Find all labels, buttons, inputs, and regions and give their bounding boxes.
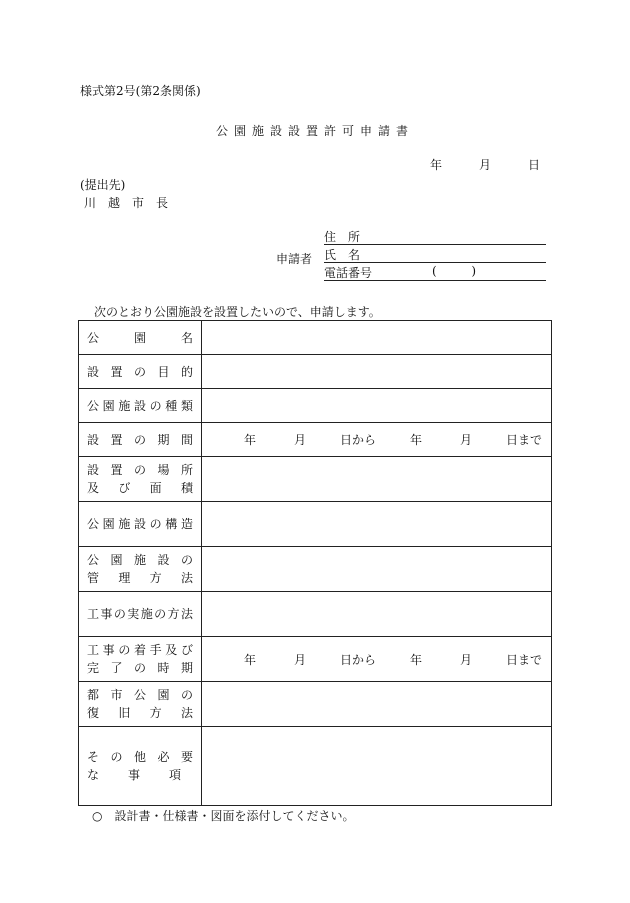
row-label-text bbox=[87, 659, 193, 677]
label-char: 工 bbox=[87, 607, 100, 621]
construction-start-year: 年 bbox=[244, 652, 257, 667]
document-title: 公園施設設置許可申請書 bbox=[215, 124, 414, 138]
label-char: 設 bbox=[87, 463, 100, 477]
label-char: 必 bbox=[157, 750, 170, 764]
label-char: 理 bbox=[118, 571, 131, 585]
label-char: 設 bbox=[87, 432, 100, 447]
label-char: の bbox=[110, 750, 123, 764]
label-char: 事 bbox=[100, 607, 113, 621]
submission-date bbox=[430, 156, 540, 173]
label-char: 手 bbox=[149, 643, 162, 657]
recipient-name: 川越市長 bbox=[84, 196, 181, 210]
label-char: 法 bbox=[180, 706, 193, 720]
intro-text: 次のとおり公園施設を設置したいので、申請します。 bbox=[94, 305, 381, 319]
construction-end-month: 月 bbox=[460, 652, 473, 667]
phone-label: 電話番号 bbox=[324, 266, 373, 280]
label-char: 園 bbox=[102, 398, 115, 413]
label-char: の bbox=[154, 607, 167, 621]
label-char: 的 bbox=[180, 364, 193, 379]
label-char: 園 bbox=[133, 330, 146, 345]
label-char: 事 bbox=[102, 643, 115, 657]
label-char: 項 bbox=[168, 768, 181, 782]
period-start-day: 日から bbox=[340, 433, 377, 447]
label-char: 都 bbox=[87, 688, 100, 702]
label-char: 方 bbox=[149, 571, 162, 585]
table-row bbox=[79, 355, 552, 389]
label-char: 管 bbox=[87, 571, 100, 585]
label-char: 了 bbox=[110, 661, 123, 675]
label-char: 及 bbox=[87, 481, 100, 495]
label-char: 事 bbox=[127, 768, 140, 782]
label-char: 復 bbox=[87, 706, 100, 720]
row-label-text bbox=[87, 329, 193, 347]
period-end-month: 月 bbox=[460, 433, 473, 447]
row-label-facility-type bbox=[79, 389, 202, 423]
label-char: の bbox=[133, 463, 146, 477]
row-label-other bbox=[79, 727, 202, 806]
row-label-text bbox=[87, 569, 193, 587]
table-row bbox=[79, 637, 552, 682]
label-char: 施 bbox=[118, 398, 131, 413]
table-row bbox=[79, 727, 552, 806]
row-label-text bbox=[87, 641, 193, 659]
row-value-location-area[interactable] bbox=[202, 457, 552, 502]
row-value-structure[interactable] bbox=[202, 502, 552, 547]
label-char: の bbox=[149, 517, 162, 531]
label-char: の bbox=[149, 398, 162, 413]
application-table bbox=[78, 320, 552, 806]
label-char: の bbox=[180, 688, 193, 702]
address-label: 住 所 bbox=[324, 230, 361, 244]
applicant-label: 申請者 bbox=[276, 252, 313, 266]
label-char: そ bbox=[87, 750, 100, 764]
label-char: 期 bbox=[157, 432, 170, 447]
row-label-text bbox=[87, 363, 193, 381]
label-char: 積 bbox=[180, 481, 193, 495]
row-value-management[interactable] bbox=[202, 547, 552, 592]
row-label-purpose bbox=[79, 355, 202, 389]
name-field[interactable] bbox=[324, 246, 546, 263]
row-label-text bbox=[87, 704, 193, 722]
period-start-month: 月 bbox=[294, 433, 307, 447]
row-value-restoration[interactable] bbox=[202, 682, 552, 727]
label-char: 完 bbox=[87, 661, 100, 675]
row-label-period bbox=[79, 423, 202, 457]
label-char: び bbox=[118, 481, 131, 495]
paren-open: ( bbox=[432, 264, 437, 278]
row-label-text bbox=[87, 397, 193, 415]
label-char: 及 bbox=[165, 643, 178, 657]
table-row bbox=[79, 547, 552, 592]
table-row bbox=[79, 502, 552, 547]
row-label-text bbox=[87, 431, 193, 449]
date-year: 年 bbox=[430, 158, 443, 172]
row-label-construction-period bbox=[79, 637, 202, 682]
row-label-text bbox=[87, 605, 193, 623]
paren-close: ) bbox=[471, 264, 476, 278]
table-row bbox=[79, 457, 552, 502]
table-row bbox=[79, 321, 552, 355]
address-field[interactable] bbox=[324, 228, 546, 245]
construction-end-year: 年 bbox=[410, 652, 423, 667]
label-char: な bbox=[87, 768, 100, 782]
recipient-label: (提出先) bbox=[80, 178, 126, 192]
label-char: 面 bbox=[149, 481, 162, 495]
label-char: 間 bbox=[180, 432, 193, 447]
label-char: 所 bbox=[180, 463, 193, 477]
construction-end-day: 日まで bbox=[506, 652, 543, 667]
date-month: 月 bbox=[478, 158, 491, 172]
row-label-text bbox=[87, 479, 193, 497]
period-end-year: 年 bbox=[410, 433, 423, 447]
label-char: 公 bbox=[87, 398, 100, 413]
row-value-other[interactable] bbox=[202, 727, 552, 806]
label-char: 法 bbox=[180, 571, 193, 585]
row-value-construction-period[interactable] bbox=[202, 637, 552, 682]
label-char: 設 bbox=[133, 517, 146, 531]
label-char: 法 bbox=[180, 607, 193, 621]
label-char: 公 bbox=[87, 553, 100, 567]
label-char: 旧 bbox=[118, 706, 131, 720]
label-char: 要 bbox=[180, 750, 193, 764]
label-char: 施 bbox=[140, 607, 153, 621]
label-char: 置 bbox=[110, 432, 123, 447]
row-label-text bbox=[87, 686, 193, 704]
row-label-restoration bbox=[79, 682, 202, 727]
phone-area-code bbox=[432, 264, 476, 278]
table-row bbox=[79, 423, 552, 457]
row-value-park-name[interactable] bbox=[202, 321, 552, 355]
name-label: 氏 名 bbox=[324, 248, 361, 262]
label-char: 公 bbox=[87, 517, 100, 531]
period-start-year: 年 bbox=[244, 433, 257, 447]
row-label-location-area bbox=[79, 457, 202, 502]
table-row bbox=[79, 592, 552, 637]
label-char: 他 bbox=[133, 750, 146, 764]
row-value-period[interactable] bbox=[202, 423, 552, 457]
label-char: 実 bbox=[127, 607, 140, 621]
attachment-note: ○ 設計書・仕様書・図面を添付してください。 bbox=[92, 809, 355, 823]
label-char: 期 bbox=[180, 661, 193, 675]
label-char: の bbox=[133, 661, 146, 675]
label-char: の bbox=[133, 364, 146, 379]
label-char: 設 bbox=[133, 398, 146, 413]
construction-start-month: 月 bbox=[294, 652, 307, 667]
row-value-construction-method[interactable] bbox=[202, 592, 552, 637]
construction-period-range bbox=[202, 651, 551, 668]
row-value-purpose[interactable] bbox=[202, 355, 552, 389]
label-char: 類 bbox=[180, 398, 193, 413]
label-char: び bbox=[180, 643, 193, 657]
label-char: 目 bbox=[157, 364, 170, 379]
row-label-structure bbox=[79, 502, 202, 547]
label-char: 工 bbox=[87, 643, 100, 657]
label-char: 園 bbox=[157, 688, 170, 702]
date-day: 日 bbox=[527, 158, 540, 172]
label-char: 名 bbox=[180, 330, 193, 345]
label-char: 市 bbox=[110, 688, 123, 702]
label-char: の bbox=[113, 607, 126, 621]
label-char: 設 bbox=[87, 364, 100, 379]
phone-field[interactable] bbox=[324, 264, 546, 281]
label-char: 園 bbox=[102, 517, 115, 531]
label-char: 種 bbox=[165, 398, 178, 413]
label-char: 施 bbox=[133, 553, 146, 567]
table-row bbox=[79, 682, 552, 727]
row-label-construction-method bbox=[79, 592, 202, 637]
label-char: 置 bbox=[110, 463, 123, 477]
label-char: 方 bbox=[167, 607, 180, 621]
label-char: 時 bbox=[157, 661, 170, 675]
period-range bbox=[202, 431, 551, 448]
label-char: 造 bbox=[180, 517, 193, 531]
label-char: 公 bbox=[87, 330, 100, 345]
row-label-text bbox=[87, 748, 193, 766]
label-char: 置 bbox=[110, 364, 123, 379]
label-char: 設 bbox=[157, 553, 170, 567]
table-row bbox=[79, 389, 552, 423]
row-label-park-name bbox=[79, 321, 202, 355]
label-char: 方 bbox=[149, 706, 162, 720]
row-value-facility-type[interactable] bbox=[202, 389, 552, 423]
label-char: 施 bbox=[118, 517, 131, 531]
construction-start-day: 日から bbox=[340, 652, 377, 667]
row-label-text bbox=[87, 515, 193, 533]
label-char: 園 bbox=[110, 553, 123, 567]
label-char: 場 bbox=[157, 463, 170, 477]
period-end-day: 日まで bbox=[506, 433, 543, 447]
label-char: の bbox=[133, 432, 146, 447]
row-label-management bbox=[79, 547, 202, 592]
label-char: の bbox=[180, 553, 193, 567]
row-label-text bbox=[87, 766, 193, 784]
label-char: 着 bbox=[133, 643, 146, 657]
row-label-text bbox=[87, 551, 193, 569]
label-char: 構 bbox=[165, 517, 178, 531]
form-number: 様式第2号(第2条関係) bbox=[80, 84, 201, 98]
row-label-text bbox=[87, 461, 193, 479]
label-char: の bbox=[118, 643, 131, 657]
label-char: 公 bbox=[133, 688, 146, 702]
